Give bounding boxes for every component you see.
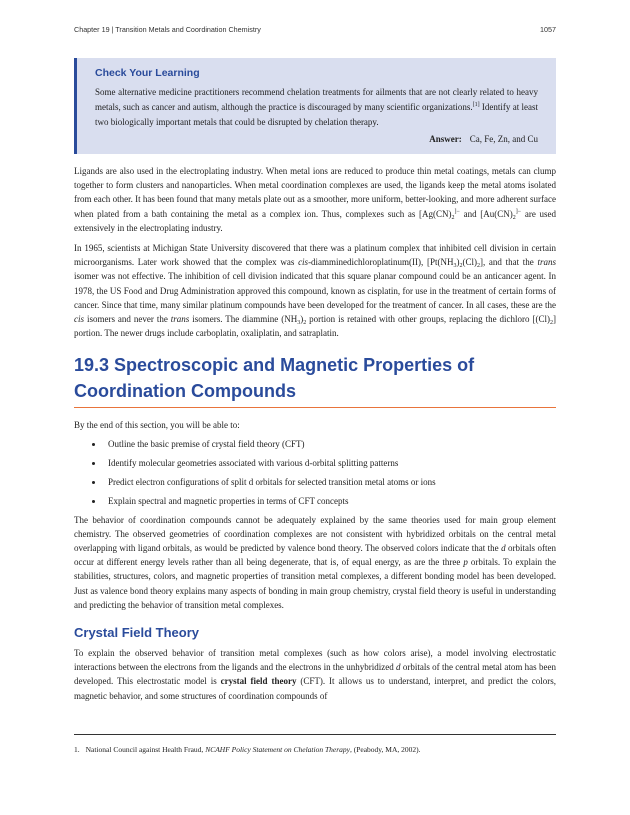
subsection-title: Crystal Field Theory — [74, 625, 199, 641]
learning-objectives-list — [74, 437, 556, 508]
chapter-number: Chapter 19 — [74, 25, 110, 34]
section-title: 19.3 Spectroscopic and Magnetic Properties of Coordination Compounds — [74, 352, 556, 408]
check-your-learning-box — [74, 58, 556, 154]
page-header — [74, 25, 556, 34]
check-your-learning-answer — [95, 132, 538, 147]
paragraph-crystal-field: To explain the observed behavior of transition metal complexes (such as how colors arise), a model involving electrostatic interactions between the electrons from the ligands and the electrons in the unhybridized d orbitals of the central metal atom has been developed. This electrostatic model is crystal field theory (CFT). It allows us to understand, interpret, and predict the colors, magnetic behavior, and some structures of coordination compounds of — [74, 648, 557, 701]
footnote: 1. National Council against Health Fraud, NCAHF Policy Statement on Chelation Therapy, (Peabody, MA, 2002). — [74, 745, 421, 754]
paragraph-behavior: The behavior of coordination compounds cannot be adequately explained by the same theories used for main group element chemistry. The observed geometries of coordination complexes are not consistent with hybridized orbitals on the central metal overlapping with ligand orbitals, as would be predicted by valence bond theory. The observed colors indicate that the d orbitals often occur at different energy levels rather than all being degenerate, that is, of equal energy, as are the three p orbitals. To explain the stabilities, structures, colors, and magnetic properties of transition metal complexes, a different bonding model has been developed. Just as valence bond theory explains many aspects of bonding in main group chemistry, crystal field theory is useful in understanding and predicting the behavior of transition metal complexes. — [74, 514, 556, 610]
check-your-learning-question: Some alternative medicine practitioners recommend chelation treatments for ailments that are not clearly related to heavy metals, such as cancer and autism, although the practice is discouraged by many scientific organizations.[1] Identify at least two biologically important metals that could be disrupted by chelation therapy. — [95, 87, 538, 127]
objectives-intro: By the end of this section, you will be able to: — [74, 420, 240, 431]
objective-item: • Identify molecular geometries associated with various d-orbital splitting patterns — [104, 456, 556, 470]
page-number: 1057 — [540, 25, 556, 34]
objective-item: • Outline the basic premise of crystal field theory (CFT) — [104, 437, 556, 451]
answer-label: Answer: — [429, 134, 462, 144]
chapter-title: Transition Metals and Coordination Chemistry — [115, 25, 261, 34]
page-content — [74, 58, 556, 709]
check-your-learning-title: Check Your Learning — [95, 67, 200, 79]
paragraph-cisplatin: In 1965, scientists at Michigan State University discovered that there was a platinum complex that inhibited cell division in certain microorganisms. Later work showed that the complex was cis-diamminedichloroplatinum(II), $[Pt(NH_3)_2(Cl)_2]$, and that the trans isomer was not effective. The inhibition of cell division indicated that this square planar compound could be an anticancer agent. In 1978, the US Food and Drug Administration approved this compound, known as cisplatin, for use in the treatment of certain forms of cancer. Since that time, many similar platinum compounds have been developed for the treatment of cancer. In all cases, these are the cis isomers and never the trans isomers. The diammine $(NH_3)_2$ portion is retained with other groups, replacing the dichloro $[(Cl)_2]$ portion. The newer drugs include carboplatin, oxaliplatin, and satraplatin. — [74, 243, 556, 339]
footnote-reference[interactable]: [1] — [472, 102, 480, 108]
key-term[interactable]: crystal field theory — [220, 676, 297, 687]
footnote-number: 1. — [74, 745, 80, 754]
footnote-divider — [74, 734, 556, 735]
paragraph-electroplating: Ligands are also used in the electroplating industry. When metal ions are reduced to produce thin metal coatings, metals can clump together to form clusters and nanoparticles. When metal coordination complexes are used, the ligands keep the metal atoms isolated from each other. It has been found that many metals plate out as a smoother, more uniform, better-looking, and more adherent surface when plated from a bath containing the metal as a complex ion. Thus, complexes such as [$Ag(CN)_2^{]-}$ and [$Au(CN)_2^{]-}$ are used extensively in the electroplating industry. — [74, 166, 556, 233]
running-head: Chapter 19 | Transition Metals and Coordination Chemistry — [74, 25, 261, 34]
answer-value: Ca, Fe, Zn, and Cu — [469, 134, 538, 144]
footnote-source-title: NCAHF Policy Statement on Chelation Therapy — [205, 745, 350, 754]
objective-item: • Explain spectral and magnetic properties in terms of CFT concepts — [104, 494, 556, 508]
objective-item: • Predict electron configurations of split d orbitals for selected transition metal atoms or ions — [104, 475, 556, 489]
